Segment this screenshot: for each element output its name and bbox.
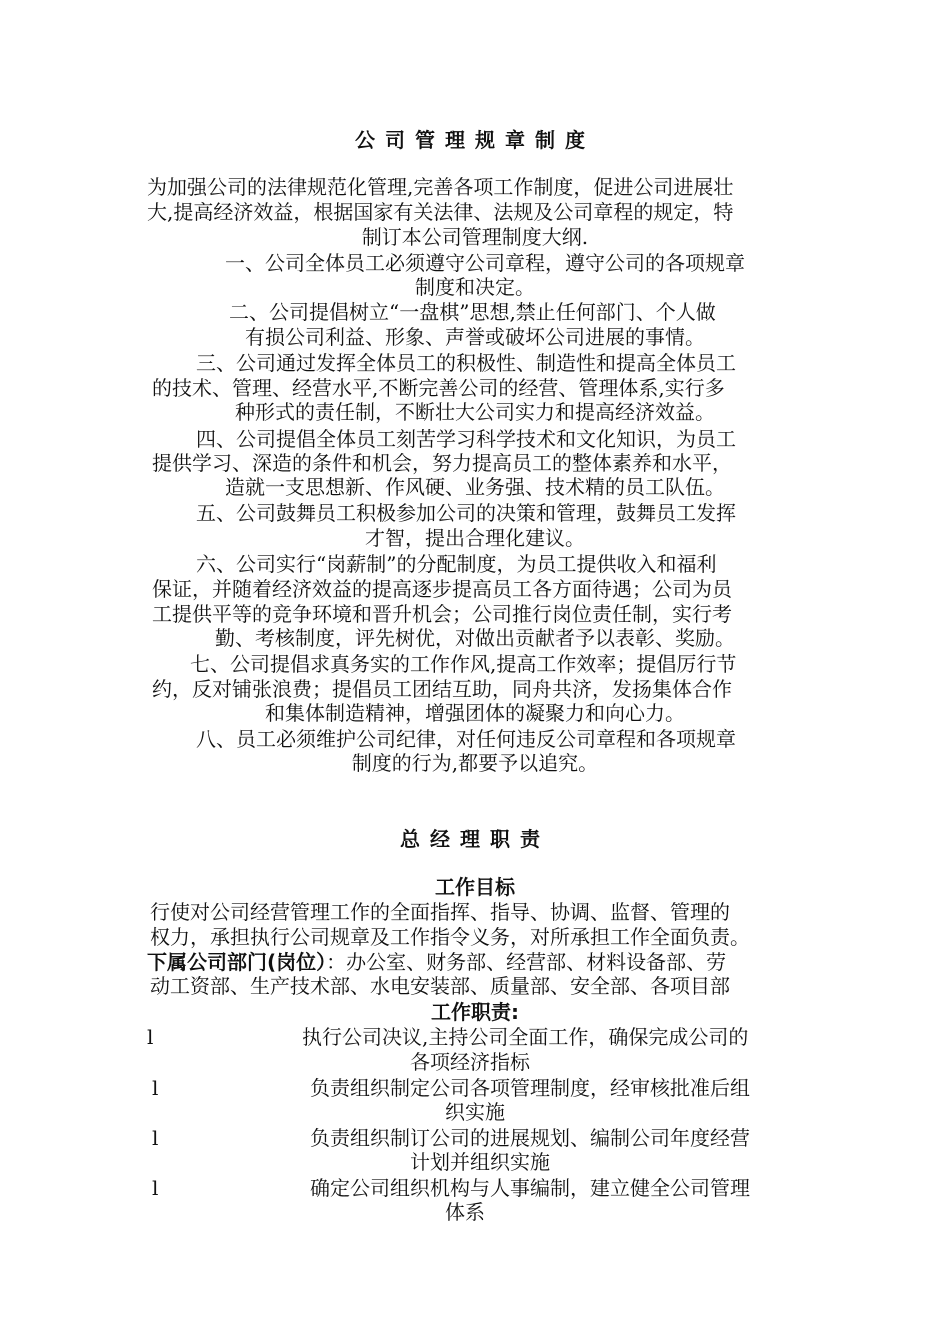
rule-6-line-1: 六、公司实行“岗薪制”的分配制度，为员工提供收入和福利	[196, 552, 717, 576]
rule-8-line-2: 制度的行为,都要予以追究。	[351, 751, 599, 775]
duty-1-line-2: 各项经济指标	[410, 1050, 530, 1074]
duty-4-number: l	[152, 1176, 159, 1200]
goal-heading: 工作目标	[435, 875, 515, 899]
page-title: 公司管理规章制度	[355, 128, 595, 152]
rule-1-line-1: 一、公司全体员工必须遵守公司章程，遵守公司的各项规章	[225, 251, 745, 275]
rule-3-line-3: 种形式的责任制，不断壮大公司实力和提高经济效益。	[235, 400, 715, 424]
intro-line-1: 为加强公司的法律规范化管理,完善各项工作制度，促进公司进展壮	[147, 175, 734, 199]
duty-2-number: l	[152, 1076, 159, 1100]
rule-1-line-2: 制度和决定。	[415, 275, 535, 299]
duty-3-number: l	[152, 1126, 159, 1150]
intro-line-2: 大,提高经济效益，根据国家有关法律、法规及公司章程的规定，特	[147, 200, 734, 224]
goal-line-2: 权力，承担执行公司规章及工作指令义务，对所承担工作全面负责。	[150, 925, 750, 949]
duty-4-line-1: 确定公司组织机构与人事编制，建立健全公司管理	[310, 1176, 750, 1200]
goal-line-1: 行使对公司经营管理工作的全面指挥、指导、协调、监督、管理的	[150, 900, 730, 924]
duties-heading: 工作职责:	[431, 1000, 519, 1024]
dept-text: ：办公室、财务部、经营部、材料设备部、劳	[326, 950, 727, 974]
rule-4-line-2: 提供学习、深造的条件和机会，努力提高员工的整体素养和水平，	[152, 451, 732, 475]
dept-line-2: 动工资部、生产技术部、水电安装部、质量部、安全部、各项目部	[150, 974, 730, 998]
duty-3-line-2: 计划并组织实施	[410, 1150, 550, 1174]
duty-1-number: l	[147, 1025, 154, 1049]
dept-line-1	[147, 950, 726, 974]
rule-4-line-3: 造就一支思想新、作风硬、业务强、技术精的员工队伍。	[225, 475, 725, 499]
duty-2-line-2: 织实施	[445, 1100, 505, 1124]
dept-label: 下属公司部门(岗位）	[147, 950, 327, 974]
rule-5-line-1: 五、公司鼓舞员工积极参加公司的决策和管理，鼓舞员工发挥	[196, 501, 736, 525]
rule-6-line-2: 保证，并随着经济效益的提高逐步提高员工各方面待遇；公司为员	[152, 577, 732, 601]
rule-7-line-1: 七、公司提倡求真务实的工作作风,提高工作效率；提倡厉行节	[190, 652, 737, 676]
rule-6-line-4: 勤、考核制度，评先树优，对做出贡献者予以表彰、奖励。	[215, 626, 735, 650]
rule-7-line-3: 和集体制造精神，增强团体的凝聚力和向心力。	[265, 701, 685, 725]
intro-line-3: 制订本公司管理制度大纲.	[361, 225, 589, 249]
duty-2-line-1: 负责组织制定公司各项管理制度，经审核批准后组	[310, 1076, 750, 1100]
rule-2-line-1: 二、公司提倡树立“一盘棋”思想,禁止任何部门、个人做	[229, 300, 716, 324]
duty-4-line-2: 体系	[445, 1200, 485, 1224]
rule-4-line-1: 四、公司提倡全体员工刻苦学习科学技术和文化知识，为员工	[196, 427, 736, 451]
rule-2-line-2: 有损公司利益、形象、声誉或破坏公司进展的事情。	[245, 325, 705, 349]
duty-1-line-1: 执行公司决议,主持公司全面工作，确保完成公司的	[302, 1025, 749, 1049]
rule-8-line-1: 八、员工必须维护公司纪律，对任何违反公司章程和各项规章	[196, 727, 736, 751]
rule-3-line-1: 三、公司通过发挥全体员工的积极性、制造性和提高全体员工	[196, 351, 736, 375]
section-title: 总经理职责	[400, 827, 550, 851]
rule-3-line-2: 的技术、管理、经营水平,不断完善公司的经营、管理体系,实行多	[152, 376, 725, 400]
rule-7-line-2: 约，反对铺张浪费；提倡员工团结互助，同舟共济，发扬集体合作	[152, 677, 732, 701]
duty-3-line-1: 负责组织制订公司的进展规划、编制公司年度经营	[310, 1126, 750, 1150]
rule-6-line-3: 工提供平等的竞争环境和晋升机会；公司推行岗位责任制，实行考	[152, 602, 732, 626]
rule-5-line-2: 才智，提出合理化建议。	[365, 526, 585, 550]
